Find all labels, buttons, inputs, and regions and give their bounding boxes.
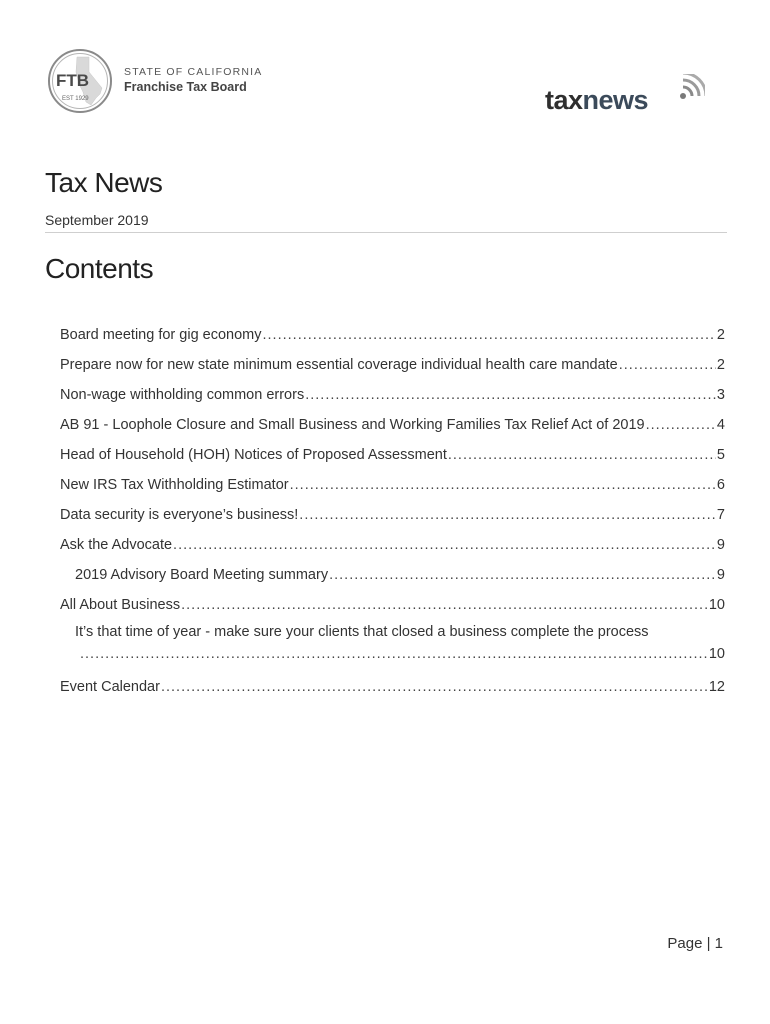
toc-entry-label: It’s that time of year - make sure your clients that closed a business complete the process xyxy=(75,624,649,640)
taxnews-logo xyxy=(545,74,705,118)
toc-entry[interactable] xyxy=(60,412,725,442)
title-divider xyxy=(45,232,727,233)
toc-leader-dots xyxy=(161,677,708,697)
toc-entry-label: Board meeting for gig economy xyxy=(60,327,262,343)
toc-entry-label: Data security is everyone’s business! xyxy=(60,507,299,523)
agency-name: Franchise Tax Board xyxy=(124,80,247,94)
toc-entry-label: All About Business xyxy=(60,597,181,613)
brand-tax-text: tax xyxy=(545,85,583,115)
toc-entry-page: 10 xyxy=(708,646,725,662)
toc-subentry[interactable] xyxy=(60,562,725,592)
contents-heading: Contents xyxy=(45,253,154,284)
seal-abbr-text: FTB xyxy=(56,71,90,90)
toc-entry-label: New IRS Tax Withholding Estimator xyxy=(60,477,289,493)
toc-entry-page: 10 xyxy=(708,597,725,613)
toc-entry[interactable] xyxy=(60,472,725,502)
toc-entry-page: 3 xyxy=(716,387,725,403)
page-header xyxy=(0,0,770,140)
toc-leader-dots xyxy=(329,565,716,585)
toc-entry[interactable] xyxy=(60,352,725,382)
toc-entry-page: 4 xyxy=(716,417,725,433)
seal-est-text: EST 1929 xyxy=(62,96,89,102)
toc-leader-dots xyxy=(290,475,716,495)
toc-leader-dots xyxy=(646,415,716,435)
toc-entry[interactable] xyxy=(60,532,725,562)
toc-leader-dots xyxy=(173,535,716,555)
toc-entry[interactable] xyxy=(60,442,725,472)
table-of-contents xyxy=(60,322,725,704)
agency-name-block xyxy=(124,66,263,95)
toc-leader-dots xyxy=(299,505,716,525)
toc-entry-page: 7 xyxy=(716,507,725,523)
toc-entry-page: 9 xyxy=(716,537,725,553)
toc-leader-dots xyxy=(619,355,716,375)
toc-leader-dots xyxy=(263,325,716,345)
brand-news-text: news xyxy=(582,85,649,115)
toc-entry-label: Non-wage withholding common errors xyxy=(60,387,305,403)
toc-entry-page: 6 xyxy=(716,477,725,493)
toc-subentry[interactable] xyxy=(60,622,725,674)
broadcast-waves-icon xyxy=(677,74,705,102)
toc-entry-label: Prepare now for new state minimum essential coverage individual health care mandate xyxy=(60,357,618,373)
toc-entry[interactable] xyxy=(60,322,725,352)
document-title: Tax News xyxy=(45,167,163,198)
toc-entry-page: 2 xyxy=(716,357,725,373)
toc-entry-label: 2019 Advisory Board Meeting summary xyxy=(75,567,329,583)
toc-leader-dots xyxy=(181,595,708,615)
page-number: Page | 1 xyxy=(667,935,723,952)
toc-entry-page: 5 xyxy=(716,447,725,463)
toc-leader-dots xyxy=(448,445,716,465)
toc-entry-page: 9 xyxy=(716,567,725,583)
toc-entry-label: AB 91 - Loophole Closure and Small Business and Working Families Tax Relief Act of 2019 xyxy=(60,417,645,433)
agency-state: STATE OF CALIFORNIA xyxy=(124,66,263,78)
ftb-seal-logo xyxy=(47,48,113,114)
toc-entry-page: 12 xyxy=(708,679,725,695)
toc-entry[interactable] xyxy=(60,674,725,704)
toc-entry[interactable] xyxy=(60,592,725,622)
toc-leader-dots xyxy=(80,644,708,664)
toc-entry-page: 2 xyxy=(716,327,725,343)
document-date: September 2019 xyxy=(45,212,149,228)
toc-entry[interactable] xyxy=(60,502,725,532)
toc-entry-label: Head of Household (HOH) Notices of Proposed Assessment xyxy=(60,447,447,463)
toc-entry-label: Event Calendar xyxy=(60,679,160,695)
toc-entry[interactable] xyxy=(60,382,725,412)
toc-entry-label: Ask the Advocate xyxy=(60,537,173,553)
toc-leader-dots xyxy=(305,385,716,405)
